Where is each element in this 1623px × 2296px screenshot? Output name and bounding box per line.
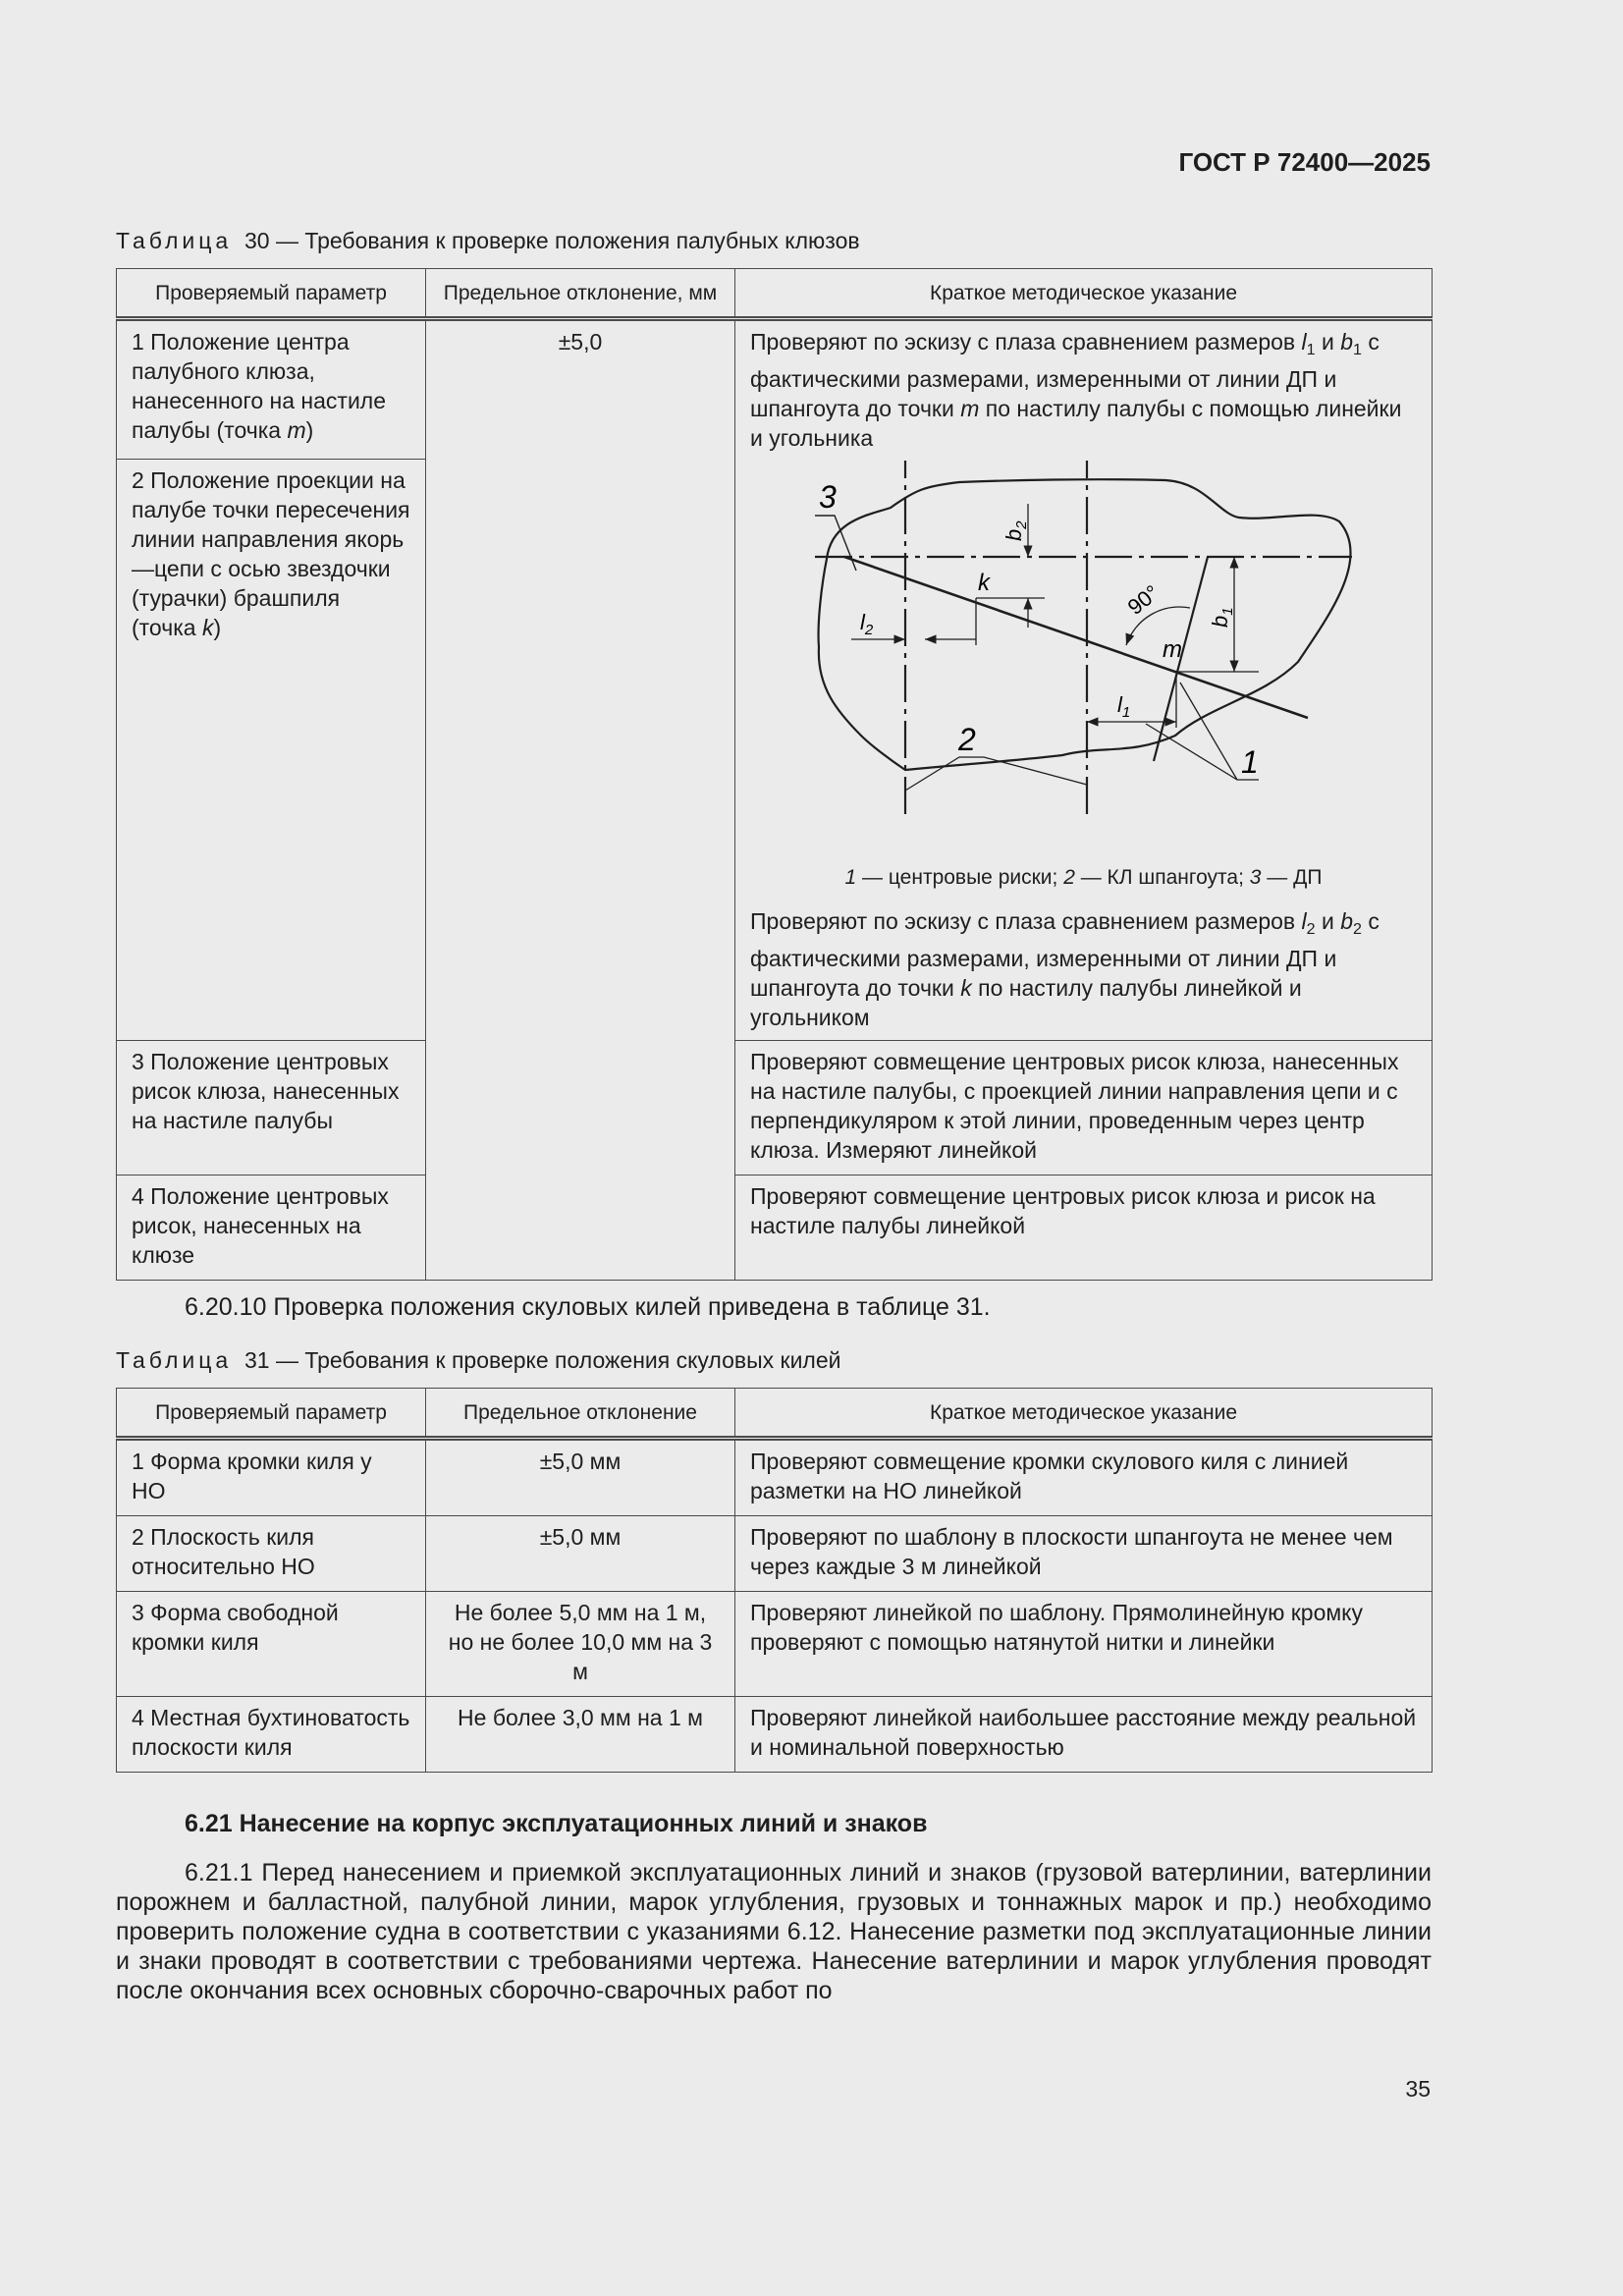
param-cell: 4 Положение центровых рисок, нанесенных на клюзе <box>117 1175 426 1280</box>
method-cell: Проверяют линейкой по шаблону. Прямолинейную кромку проверяют с помощью натянутой нитки и линейки <box>735 1592 1433 1697</box>
table-30-title: 30 — Требования к проверке положения палубных клюзов <box>243 228 860 253</box>
hawse-sketch <box>797 461 1367 861</box>
label-b2: $b_2$ <box>1001 520 1030 541</box>
param-cell: 1 Форма кромки киля у НО <box>117 1439 426 1516</box>
table-header-row <box>117 1389 1433 1439</box>
table-row <box>117 1040 1433 1175</box>
method-cell: Проверяют совмещение центровых рисок клюза, нанесенных на настиле палубы, с проекцией линии направления цепи и с перпендикуляром к этой линии, проведенным через центр клюза. Измеряют линейкой <box>735 1040 1433 1175</box>
chain-direction-line <box>844 557 1308 718</box>
table-row <box>117 319 1433 460</box>
table-header-row <box>117 269 1433 319</box>
table-row <box>117 1175 1433 1280</box>
label-3: 3 <box>819 478 837 515</box>
param-cell: 2 Положение проекции на палубе точки пересечения линии направления якорь—цепи с осью звездочки (турачки) брашпиля (точка k) <box>117 460 426 1041</box>
section-6-21-heading: 6.21 Нанесение на корпус эксплуатационных линий и знаков <box>185 1810 928 1837</box>
tolerance-cell: ±5,0 мм <box>426 1439 735 1516</box>
table-row <box>117 1439 1433 1516</box>
label-angle: 90° <box>1122 579 1164 620</box>
method-2-text: Проверяют по эскизу с плаза сравнением размеров $l_2$ и $b_2$ с фактическими размерами, измеренными от линии ДП и шпангоута до точки k по настилу палубы линейкой и угольником <box>750 907 1380 1030</box>
table-word: Таблица <box>116 228 233 253</box>
tolerance-cell: ±5,0 <box>426 319 735 1281</box>
table-row <box>117 1697 1433 1773</box>
label-l2: $l_2$ <box>860 609 874 638</box>
method-cell: Проверяют по шаблону в плоскости шпангоута не менее чем через каждые 3 м линейкой <box>735 1516 1433 1592</box>
paragraph-6-20-10: 6.20.10 Проверка положения скуловых килей приведена в таблице 31. <box>185 1293 991 1321</box>
tolerance-cell: Не более 5,0 мм на 1 м, но не более 10,0 мм на 3 м <box>426 1592 735 1697</box>
table-31-caption <box>116 1347 840 1374</box>
label-2: 2 <box>958 721 976 757</box>
table-row <box>117 1592 1433 1697</box>
param-cell: 2 Плоскость киля относительно НО <box>117 1516 426 1592</box>
method-cell: Проверяют линейкой наибольшее расстояние между реальной и номинальной поверхностью <box>735 1697 1433 1773</box>
column-header: Предельное отклонение, мм <box>426 269 735 319</box>
table-30 <box>116 268 1433 1281</box>
column-header: Проверяемый параметр <box>117 1389 426 1439</box>
anchor-hawse-figure <box>750 461 1417 861</box>
method-cell: Проверяют совмещение центровых рисок клюза и рисок на настиле палубы линейкой <box>735 1175 1433 1280</box>
label-1: 1 <box>1241 743 1259 780</box>
column-header: Проверяемый параметр <box>117 269 426 319</box>
table-row <box>117 1516 1433 1592</box>
label-b1: $b_1$ <box>1208 607 1236 628</box>
figure-caption: 1 — центровые риски; 2 — КЛ шпангоута; 3 — ДП <box>844 865 1323 889</box>
label-l1: $l_1$ <box>1117 691 1131 721</box>
param-cell: 3 Положение центровых рисок клюза, нанесенных на настиле палубы <box>117 1040 426 1175</box>
table-31-title: 31 — Требования к проверке положения скуловых килей <box>243 1347 841 1373</box>
table-31 <box>116 1388 1433 1773</box>
param-cell: 4 Местная бухтиноватость плоскости киля <box>117 1697 426 1773</box>
table-30-caption <box>116 228 860 254</box>
page-number: 35 <box>1405 2076 1431 2102</box>
tolerance-cell: Не более 3,0 мм на 1 м <box>426 1697 735 1773</box>
method-cell <box>735 319 1433 1041</box>
deck-outline <box>819 479 1351 770</box>
paragraph-6-21-1: 6.21.1 Перед нанесением и приемкой эксплуатационных линий и знаков (грузовой ватерлинии, ватерлинии порожнем и балластной, палубной линии, марок углубления, грузовых и тоннажных марок и пр.) необходимо проверить положение судна в соответствии с указаниями 6.12. Нанесение разметки под эксплуатационные линии и знаки проводят в соответствии с требованиями чертежа. Нанесение ватерлинии и марок углубления проводят после окончания всех основных сборочно-сварочных работ по <box>116 1859 1432 2004</box>
method-1-text: Проверяют по эскизу с плаза сравнением размеров $l_1$ и $b_1$ с фактическими размерами, измеренными от линии ДП и шпангоута до точки m по настилу палубы с помощью линейки и угольника <box>750 329 1402 451</box>
column-header: Предельное отклонение <box>426 1389 735 1439</box>
table-word: Таблица <box>116 1347 233 1373</box>
param-cell: 1 Положение центра палубного клюза, нанесенного на настиле палубы (точка m) <box>117 319 426 460</box>
tolerance-cell: ±5,0 мм <box>426 1516 735 1592</box>
param-cell: 3 Форма свободной кромки киля <box>117 1592 426 1697</box>
label-m: m <box>1163 635 1182 663</box>
column-header: Краткое методическое указание <box>735 1389 1433 1439</box>
method-cell: Проверяют совмещение кромки скулового киля с линией разметки на НО линейкой <box>735 1439 1433 1516</box>
column-header: Краткое методическое указание <box>735 269 1433 319</box>
label-k: k <box>978 569 990 596</box>
document-id: ГОСТ Р 72400—2025 <box>1178 147 1431 177</box>
